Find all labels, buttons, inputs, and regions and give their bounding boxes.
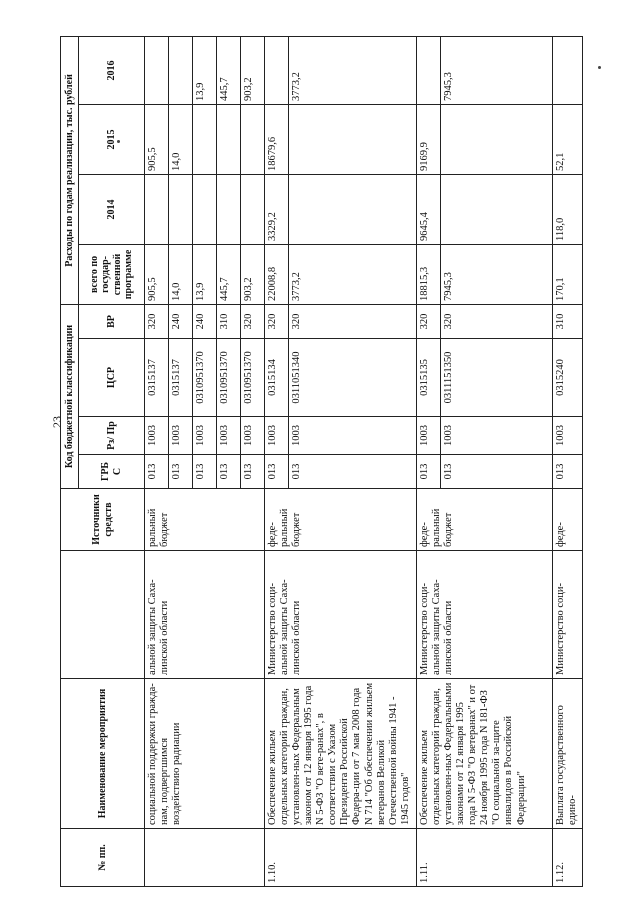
cell-2015: 905,5	[145, 104, 169, 174]
cell-csr: 0315240	[553, 339, 583, 417]
cell-rzpr: 1003	[217, 417, 241, 455]
cell-total: 18815,3	[417, 244, 441, 304]
cell-2016: 13,9	[193, 36, 217, 104]
cell-vr: 320	[241, 304, 265, 338]
cell-csr: 0310951370	[193, 339, 217, 417]
cell-2016: 7945,3	[441, 36, 553, 104]
budget-table	[60, 36, 583, 887]
cell-rzpr: 1003	[417, 417, 441, 455]
header-2016: 2016	[79, 36, 145, 104]
cell-grbs: 013	[193, 455, 217, 489]
header-vr: ВР	[79, 304, 145, 338]
row-name: социальной поддержки граждa-нам, подвергшимся воздействию радиации	[145, 679, 265, 829]
cell-2016: 903,2	[241, 36, 265, 104]
cell-2014	[289, 174, 417, 244]
cell-2016	[417, 36, 441, 104]
cell-2015: 52,1	[553, 104, 583, 174]
cell-2014	[441, 174, 553, 244]
row-executor: Министерство соци-альной защиты Саха-линской области	[265, 551, 417, 679]
cell-grbs: 013	[145, 455, 169, 489]
cell-2015	[241, 104, 265, 174]
cell-2016	[145, 36, 169, 104]
cell-vr: 310	[553, 304, 583, 338]
header-csr: ЦСР	[79, 339, 145, 417]
scan-speck	[117, 140, 120, 143]
cell-rzpr: 1003	[265, 417, 289, 455]
cell-grbs: 013	[265, 455, 289, 489]
row-source: феде-	[553, 489, 583, 551]
cell-vr: 320	[145, 304, 169, 338]
cell-csr: 0315134	[265, 339, 289, 417]
cell-grbs: 013	[217, 455, 241, 489]
header-2014: 2014	[79, 174, 145, 244]
cell-vr: 310	[217, 304, 241, 338]
cell-2014	[169, 174, 193, 244]
cell-rzpr: 1003	[241, 417, 265, 455]
cell-csr: 0311051340	[289, 339, 417, 417]
cell-vr: 320	[289, 304, 417, 338]
cell-total: 13,9	[193, 244, 217, 304]
cell-rzpr: 1003	[193, 417, 217, 455]
cell-csr: 0311151350	[441, 339, 553, 417]
header-executor	[61, 551, 145, 679]
cell-2015	[441, 104, 553, 174]
cell-rzpr: 1003	[553, 417, 583, 455]
cell-grbs: 013	[289, 455, 417, 489]
row-executor: альной защиты Саха-линской области	[145, 551, 265, 679]
cell-2015: 14,0	[169, 104, 193, 174]
cell-total: 445,7	[217, 244, 241, 304]
row-num	[145, 829, 265, 887]
header-total: всего по государ-ственной программе	[79, 244, 145, 304]
cell-csr: 0315135	[417, 339, 441, 417]
cell-2016: 3773,2	[289, 36, 417, 104]
page-number: 23	[50, 416, 64, 428]
cell-grbs: 013	[241, 455, 265, 489]
cell-2015	[217, 104, 241, 174]
cell-total: 170,1	[553, 244, 583, 304]
cell-grbs: 013	[169, 455, 193, 489]
table-row	[553, 36, 583, 886]
cell-vr: 240	[169, 304, 193, 338]
cell-2016	[553, 36, 583, 104]
row-name: Выплата государственного едино-	[553, 679, 583, 829]
row-executor: Министерство соци-	[553, 551, 583, 679]
cell-2014: 9645,4	[417, 174, 441, 244]
header-rzpr: Рз/ Пр	[79, 417, 145, 455]
table-container	[60, 37, 590, 887]
header-expenses-group: Расходы по годам реализации, тыс. рублей	[61, 36, 79, 304]
table-row	[417, 36, 441, 886]
cell-2016	[265, 36, 289, 104]
cell-total: 14,0	[169, 244, 193, 304]
cell-grbs: 013	[417, 455, 441, 489]
cell-2016: 445,7	[217, 36, 241, 104]
cell-total: 7945,3	[441, 244, 553, 304]
scan-speck	[598, 66, 601, 69]
row-num: 1.11.	[417, 829, 553, 887]
row-num: 1.12.	[553, 829, 583, 887]
row-name: Обеспечение жильем отдельных категорий граждан, установлен-ных Федеральными законами от 12 января 1995 года N 5-ФЗ "О ветеранах" и от 24 ноября 1995 года N 181-ФЗ "О социальной за-щите инвалидов в Российской Федерации"	[417, 679, 553, 829]
header-name: Наименование мероприятия	[61, 679, 145, 829]
row-source: феде-ральный бюджет	[417, 489, 553, 551]
cell-2014	[217, 174, 241, 244]
header-num: № пп.	[61, 829, 145, 887]
row-num: 1.10.	[265, 829, 417, 887]
cell-rzpr: 1003	[169, 417, 193, 455]
cell-grbs: 013	[441, 455, 553, 489]
row-executor: Министерство соци-альной защиты Саха-линской области	[417, 551, 553, 679]
cell-2014	[145, 174, 169, 244]
cell-rzpr: 1003	[441, 417, 553, 455]
cell-vr: 320	[441, 304, 553, 338]
cell-csr: 0310951370	[241, 339, 265, 417]
cell-2016	[169, 36, 193, 104]
cell-rzpr: 1003	[145, 417, 169, 455]
row-name: Обеспечение жильем отдельных категорий граждан, установлен-ных Федеральным законом от 12 января 1995 года N 5-ФЗ "О вете-ранах", в соответствии с Указом Президента Российской Федера-ции от 7 мая 2008 года N 714 "Об обеспечении жильем ветеранов Великой Отечественной войны 1941 - 1945 годов"	[265, 679, 417, 829]
cell-vr: 320	[265, 304, 289, 338]
cell-2014	[193, 174, 217, 244]
table-row	[265, 36, 289, 886]
cell-csr: 0315137	[169, 339, 193, 417]
cell-2015: 9169,9	[417, 104, 441, 174]
cell-2015	[193, 104, 217, 174]
header-source: Источники средств	[61, 489, 145, 551]
cell-rzpr: 1003	[289, 417, 417, 455]
cell-2014: 3329,2	[265, 174, 289, 244]
cell-2014: 118,0	[553, 174, 583, 244]
header-2015: 2015	[79, 104, 145, 174]
cell-total: 3773,2	[289, 244, 417, 304]
row-source: феде-ральный бюджет	[265, 489, 417, 551]
row-source: ральный бюджет	[145, 489, 265, 551]
cell-2015	[289, 104, 417, 174]
table-row	[145, 36, 169, 886]
header-code-group: Код бюджетной классификации	[61, 304, 79, 488]
cell-2015: 18679,6	[265, 104, 289, 174]
cell-csr: 0310951370	[217, 339, 241, 417]
cell-grbs: 013	[553, 455, 583, 489]
cell-total: 903,2	[241, 244, 265, 304]
header-grbs: ГРБ С	[79, 455, 145, 489]
cell-2014	[241, 174, 265, 244]
cell-csr: 0315137	[145, 339, 169, 417]
cell-total: 905,5	[145, 244, 169, 304]
cell-vr: 320	[417, 304, 441, 338]
cell-total: 22008,8	[265, 244, 289, 304]
cell-vr: 240	[193, 304, 217, 338]
